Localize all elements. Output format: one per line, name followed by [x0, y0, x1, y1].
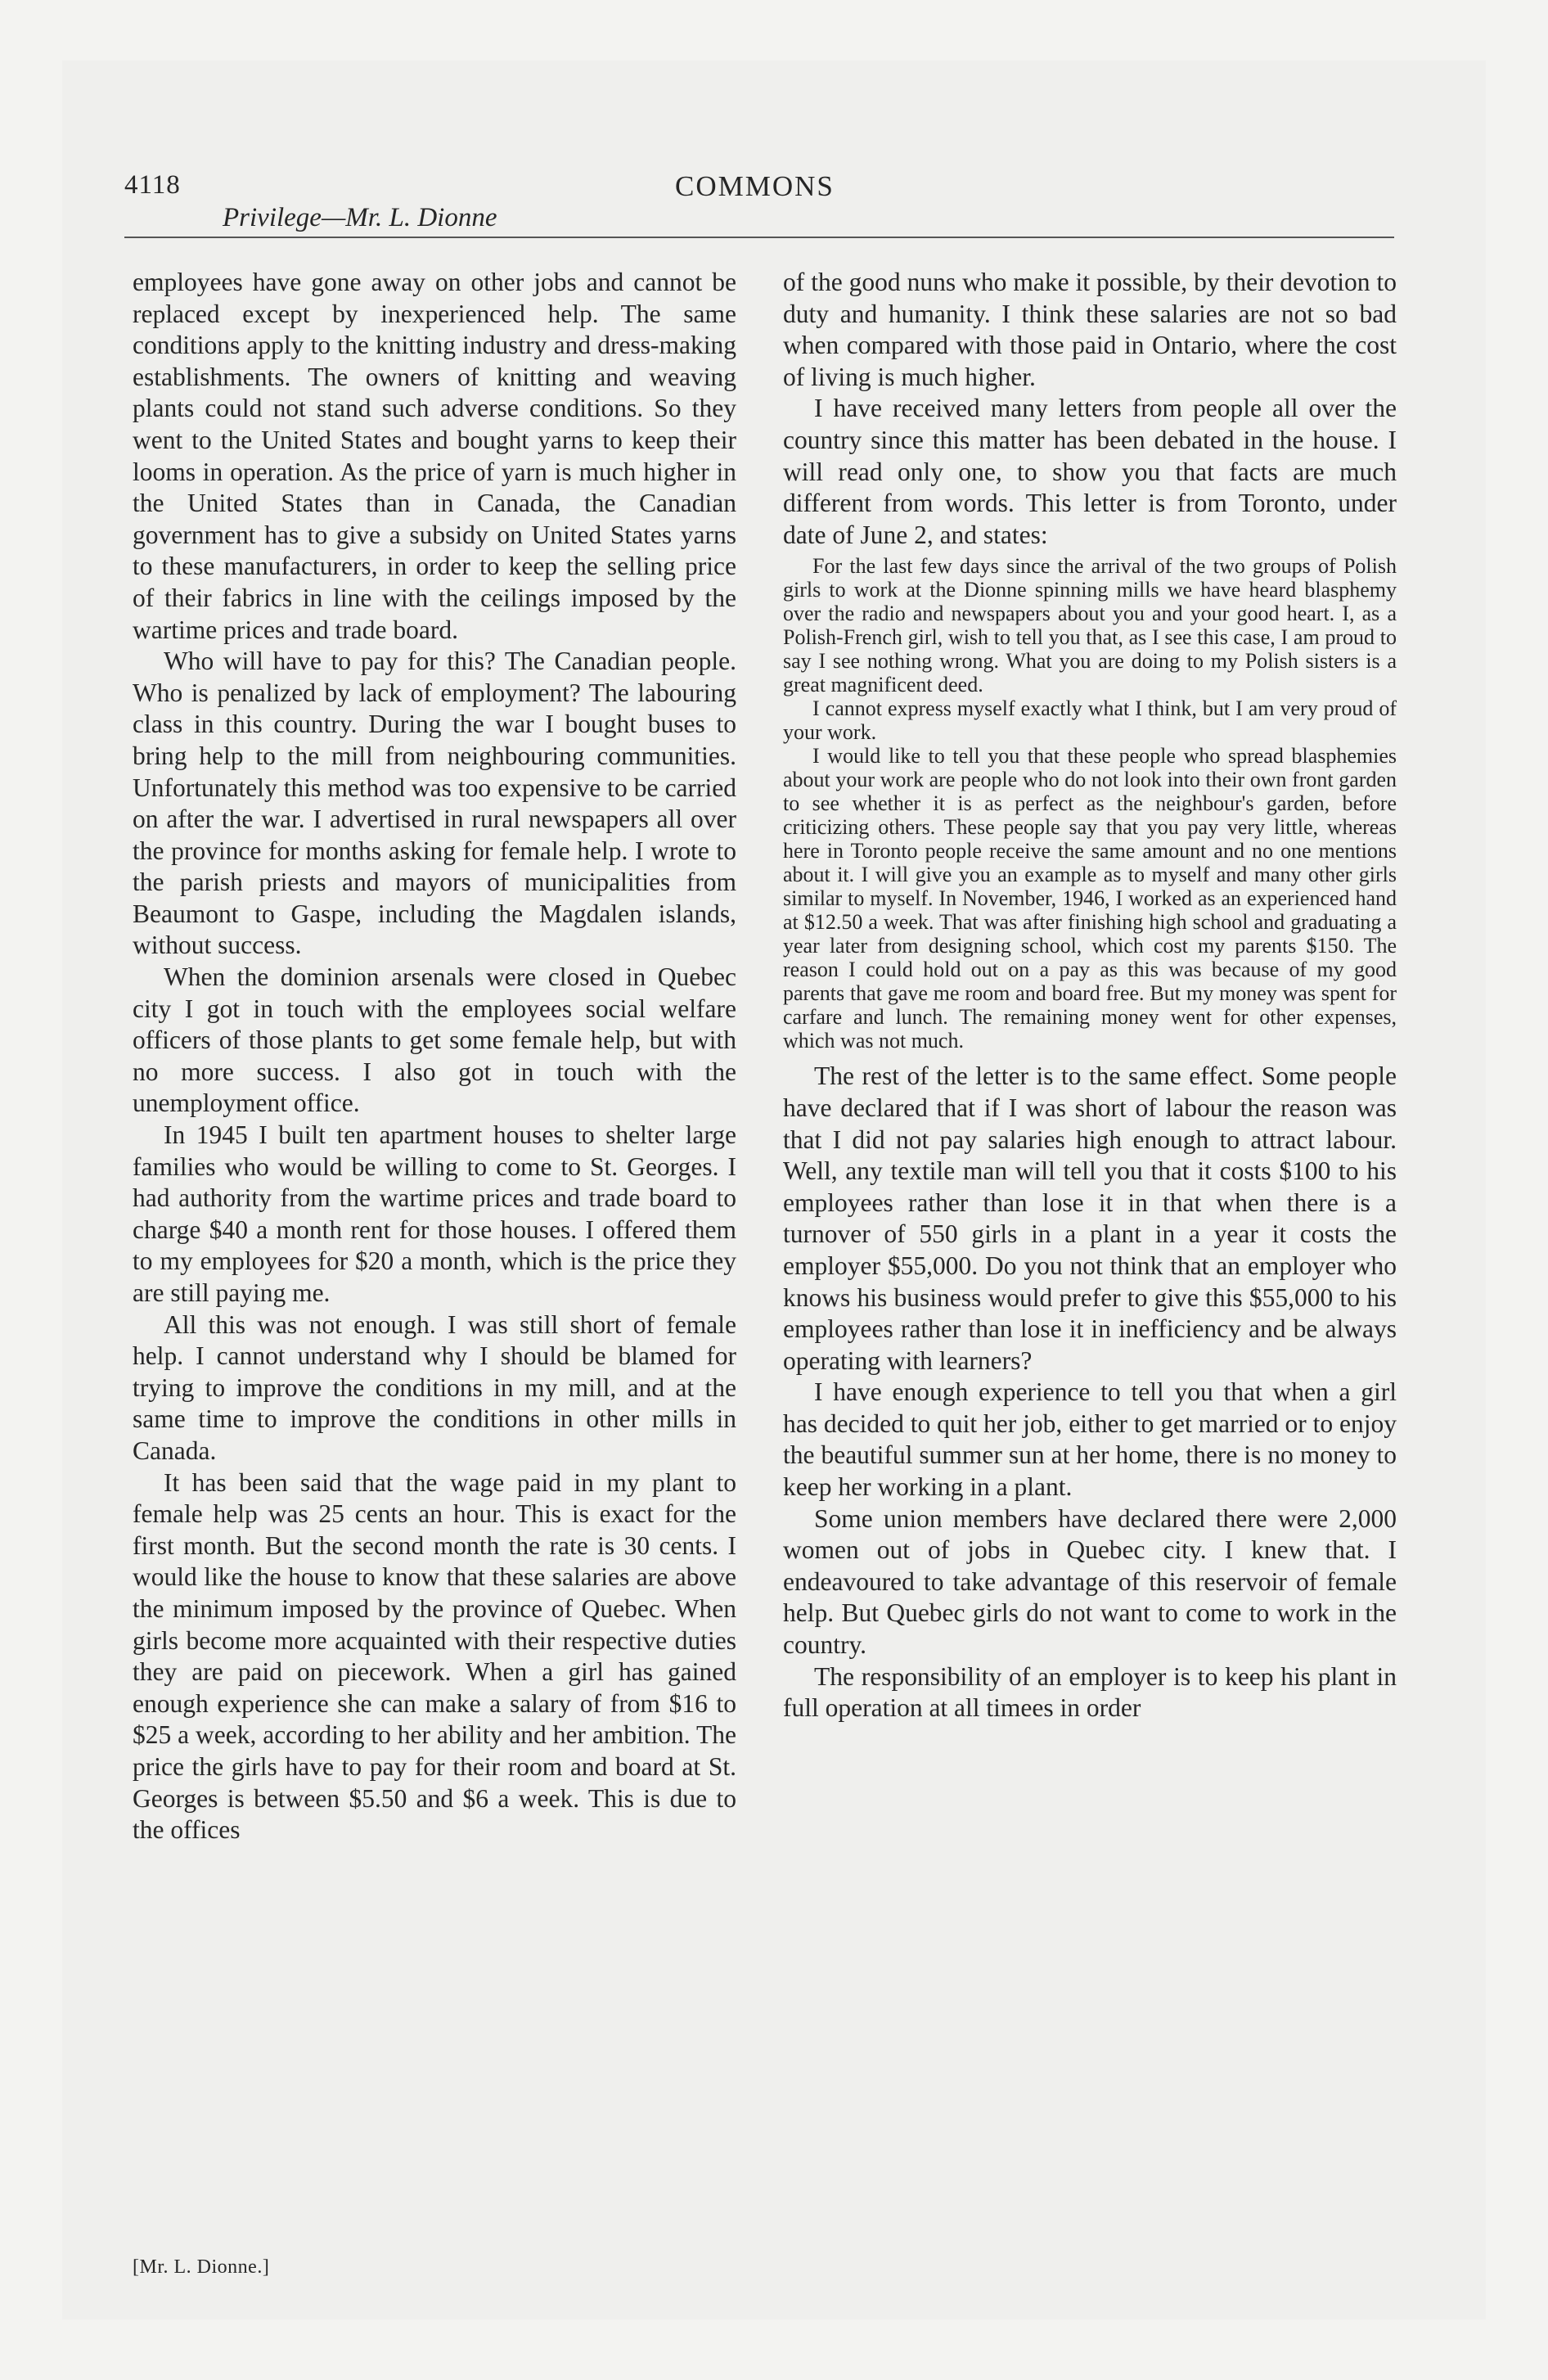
paragraph: It has been said that the wage paid in my plant to female help was 25 cents an hour. This is exact for the first month. But the second month the rate is 30 cents. I would like the house to know that these salaries are above the minimum imposed by the province of Quebec. When girls become more acquainted with their respective duties they are paid on piecework. When a girl has gained enough experience she can make a salary of from $16 to $25 a week, according to her ability and her ambition. The price the girls have to pay for their room and board at St. Georges is between $5.50 and $6 a week. This is due to the offices	[133, 1467, 736, 1845]
page-number: 4118	[124, 170, 181, 200]
paragraph: I cannot express myself exactly what I think, but I am very proud of your work.	[783, 696, 1397, 745]
running-head: Privilege—Mr. L. Dionne	[223, 203, 497, 232]
right-column	[783, 267, 1397, 1724]
paragraph: All this was not enough. I was still short of female help. I cannot understand why I should be blamed for trying to improve the conditions in my mill, and at the same time to improve the conditions in other mills in Canada.	[133, 1309, 736, 1465]
paragraph: employees have gone away on other jobs and cannot be replaced except by inexperienced help. The same conditions apply to the knitting industry and dress-making establishments. The owners of knitting and weaving plants could not stand such adverse conditions. So they went to the United States and bought yarns to keep their looms in operation. As the price of yarn is much higher in the United States than in Canada, the Canadian government has to give a subsidy on United States yarns to these manufacturers, in order to keep the selling price of their fabrics in line with the ceilings imposed by the wartime prices and trade board.	[133, 268, 736, 644]
paragraph: The rest of the letter is to the same effect. Some people have declared that if I was short of labour the reason was that I did not pay salaries high enough to attract labour. Well, any textile man will tell you that it costs $100 to his employees rather than lose it in that when there is a turnover of 550 girls in a plant in a year it costs the employer $55,000. Do you not think that an employer who knows his business would prefer to give this $55,000 to his employees rather than lose it in inefficiency and be always operating with learners?	[783, 1062, 1397, 1375]
paragraph: For the last few days since the arrival of the two groups of Polish girls to work at the Dionne spinning mills we have heard blasphemy over the radio and newspapers about you and your good heart. I, as a Polish-French girl, wish to tell you that, as I see this case, I am proud to say I see nothing wrong. What you are doing to my Polish sisters is a great magnificent deed.	[783, 554, 1397, 697]
paragraph: I have enough experience to tell you that when a girl has decided to quit her job, either to get married or to enjoy the beautiful summer sun at her home, there is no money to keep her working in a plant.	[783, 1377, 1397, 1502]
paragraph: Who will have to pay for this? The Canadian people. Who is penalized by lack of employment? The labouring class in this country. During the war I bought buses to bring help to the mill from neighbouring communities. Unfortunately this method was too expensive to be carried on after the war. I advertised in rural newspapers all over the province for months asking for female help. I wrote to the parish priests and mayors of municipalities from Beaumont to Gaspe, including the Magdalen islands, without success.	[133, 647, 736, 960]
paragraph: of the good nuns who make it possible, by their devotion to duty and humanity. I think these salaries are not so bad when compared with those paid in Ontario, where the cost of living is much higher.	[783, 268, 1397, 391]
right-column-continuation	[783, 1061, 1397, 1724]
paragraph: In 1945 I built ten apartment houses to shelter large families who would be willing to come to St. Georges. I had authority from the wartime prices and trade board to charge $40 a month rent for those houses. I offered them to my employees for $20 a month, which is the price they are still paying me.	[133, 1120, 736, 1307]
speaker-footer: [Mr. L. Dionne.]	[133, 2256, 270, 2278]
page-title: COMMONS	[675, 170, 835, 202]
paragraph: Some union members have declared there were 2,000 women out of jobs in Quebec city. I knew that. I endeavoured to take advantage of this reservoir of female help. But Quebec girls do not want to come to work in the country.	[783, 1503, 1397, 1660]
paragraph: I would like to tell you that these people who spread blasphemies about your work are people who do not look into their own front garden to see whether it is as perfect as the neighbour's garden, before criticizing others. These people say that you pay very little, whereas here in Toronto people receive the same amount and no one mentions about it. I will give you an example as to myself and many other girls similar to myself. In November, 1946, I worked as an experienced hand at $12.50 a week. That was after finishing high school and graduating a year later from designing school, which cost my parents $150. The reason I could hold out on a pay as this was because of my good parents that gave me room and board free. But my money was spent for carfare and lunch. The remaining money went for other expenses, which was not much.	[783, 744, 1397, 1053]
right-column-intro	[783, 267, 1397, 551]
paragraph: When the dominion arsenals were closed in Quebec city I got in touch with the employees social welfare officers of those plants to get some female help, but with no more success. I also got in touch with the unemployment office.	[133, 962, 736, 1118]
quoted-letter	[783, 554, 1397, 1053]
paragraph: The responsibility of an employer is to keep his plant in full operation at all timees in order	[783, 1661, 1397, 1723]
paragraph: I have received many letters from people all over the country since this matter has been debated in the house. I will read only one, to show you that facts are much different from words. This letter is from Toronto, under date of June 2, and states:	[783, 394, 1397, 549]
page-header	[124, 162, 1401, 244]
left-column	[133, 267, 736, 1846]
header-rule	[124, 237, 1394, 238]
